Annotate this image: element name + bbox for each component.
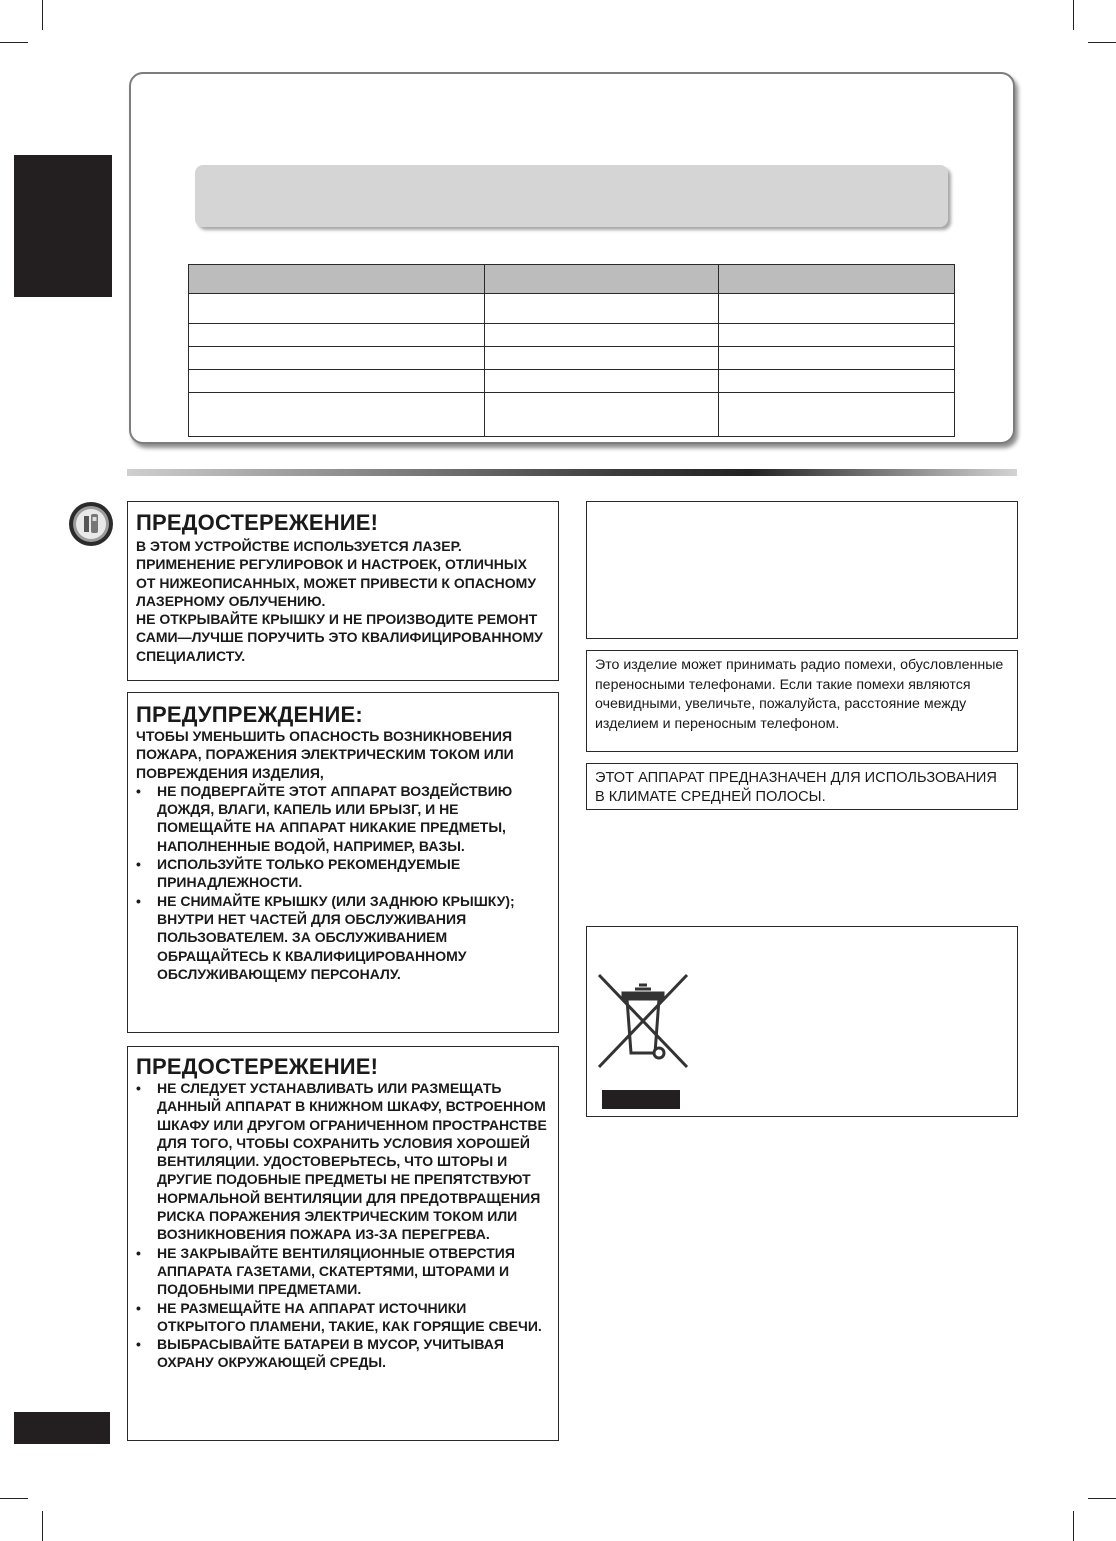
bin-underline-bar (602, 1090, 680, 1109)
list-item: • НЕ РАЗМЕЩАЙТЕ НА АППАРАТ ИСТОЧНИКИ ОТКРЫТОГО ПЛАМЕНИ, ТАКИЕ, КАК ГОРЯЩИЕ СВЕЧИ. (136, 1299, 542, 1334)
crop-mark (1073, 0, 1074, 30)
crop-mark (1088, 42, 1116, 43)
side-tab-bottom (14, 1412, 110, 1444)
table-row (189, 370, 955, 393)
climate-text: ЭТОТ АППАРАТ ПРЕДНАЗНАЧЕН ДЛЯ ИСПОЛЬЗОВАНИЯ В КЛИМАТЕ СРЕДНЕЙ ПОЛОСЫ. (595, 770, 997, 805)
crop-mark (1073, 1511, 1074, 1541)
table-row (189, 393, 955, 437)
side-tab-top (14, 155, 112, 297)
blank-notice-box (586, 501, 1018, 639)
warning-intro: ЧТОБЫ УМЕНЬШИТЬ ОПАСНОСТЬ ВОЗНИКНОВЕНИЯ ПОЖАРА, ПОРАЖЕНИЯ ЭЛЕКТРИЧЕСКИМ ТОКОМ ИЛИ ПОВРЕЖДЕНИЯ ИЗДЕЛИЯ, (136, 728, 514, 781)
climate-box (586, 763, 1018, 810)
section-divider (127, 469, 1017, 476)
table-row (189, 347, 955, 370)
table-row (189, 294, 955, 324)
laser-caution-box (127, 501, 559, 681)
bullet: • (136, 1080, 141, 1096)
crossed-bin-icon (595, 971, 691, 1071)
crop-mark (42, 1511, 43, 1541)
list-item: • ВЫБРАСЫВАЙТЕ БАТАРЕИ В МУСОР, УЧИТЫВАЯ ОХРАНУ ОКРУЖАЮЩЕЙ СРЕДЫ. (136, 1336, 504, 1371)
crop-mark (42, 0, 43, 30)
bullet: • (136, 1336, 141, 1353)
panel-banner (195, 165, 948, 227)
laser-caution-text-2: НЕ ОТКРЫВАЙТЕ КРЫШКУ И НЕ ПРОИЗВОДИТЕ РЕМОНТ САМИ—ЛУЧШЕ ПОРУЧИТЬ ЭТО КВАЛИФИЦИРОВАННОМУ СПЕЦИАЛИСТУ. (136, 611, 543, 664)
crop-mark (0, 1498, 28, 1499)
laser-caution-text: В ЭТОМ УСТРОЙСТВЕ ИСПОЛЬЗУЕТСЯ ЛАЗЕР. ПРИМЕНЕНИЕ РЕГУЛИРОВОК И НАСТРОЕК, ОТЛИЧНЫХ ОТ НИЖЕОПИСАННЫХ, МОЖЕТ ПРИВЕСТИ К ОПАСНОМУ ЛАЗЕРНОМУ ОБЛУЧЕНИЮ. (136, 538, 537, 609)
table-header-row (189, 265, 955, 294)
bullet: • (136, 1244, 141, 1261)
ventilation-caution-box (127, 1046, 559, 1441)
bullet: • (136, 782, 141, 799)
list-item: • ИСПОЛЬЗУЙТЕ ТОЛЬКО РЕКОМЕНДУЕМЫЕ ПРИНАДЛЕЖНОСТИ. (136, 856, 461, 891)
list-item: • НЕ СНИМАЙТЕ КРЫШКУ (ИЛИ ЗАДНЮЮ КРЫШКУ); ВНУТРИ НЕТ ЧАСТЕЙ ДЛЯ ОБСЛУЖИВАНИЯ ПОЛЬЗОВАТЕЛЕМ. ЗА ОБСЛУЖИВАНИЕМ ОБРАЩАЙТЕСЬ К КВАЛИФИЦИРОВАННОМУ ОБСЛУЖИВАЮЩЕМУ ПЕРСОНАЛУ. (136, 892, 515, 982)
crop-mark (0, 42, 28, 43)
device-info-icon (68, 501, 114, 547)
laser-caution-title: ПРЕДОСТЕРЕЖЕНИЕ! (136, 510, 379, 535)
bullet: • (136, 856, 141, 873)
list-item: • НЕ СЛЕДУЕТ УСТАНАВЛИВАТЬ ИЛИ РАЗМЕЩАТЬ ДАННЫЙ АППАРАТ В КНИЖНОМ ШКАФУ, ВСТРОЕННОМ ШКАФУ ИЛИ ДРУГОМ ОГРАНИЧЕННОМ ПРОСТРАНСТВЕ ДЛЯ ТОГО, ЧТОБЫ СОХРАНИТЬ УСЛОВИЯ ХОРОШЕЙ ВЕНТИЛЯЦИИ. УДОСТОВЕРЬТЕСЬ, ЧТО ШТОРЫ И ДРУГИЕ ПОДОБНЫЕ ПРЕДМЕТЫ НЕ ПРЕПЯТСТВУЮТ НОРМАЛЬНОЙ ВЕНТИЛЯЦИИ ДЛЯ ПРЕДОТВРАЩЕНИЯ РИСКА ПОРАЖЕНИЯ ЭЛЕКТРИЧЕСКИМ ТОКОМ ИЛИ ВОЗНИКНОВЕНИЯ ПОЖАРА ИЗ-ЗА ПЕРЕГРЕВА. (136, 1080, 547, 1243)
crop-mark (1088, 1498, 1116, 1499)
radio-interference-box (586, 650, 1018, 752)
list-item: • НЕ ЗАКРЫВАЙТЕ ВЕНТИЛЯЦИОННЫЕ ОТВЕРСТИЯ АППАРАТА ГАЗЕТАМИ, СКАТЕРТЯМИ, ШТОРАМИ И ПОДОБНЫМИ ПРЕДМЕТАМИ. (136, 1244, 515, 1298)
bullet: • (136, 1299, 141, 1316)
warning-box (127, 692, 559, 1033)
warning-title: ПРЕДУПРЕЖДЕНИЕ: (136, 702, 363, 727)
disposal-box (586, 926, 1018, 1117)
table-row (189, 324, 955, 347)
ventilation-caution-title: ПРЕДОСТЕРЕЖЕНИЕ! (136, 1054, 379, 1079)
radio-interference-text: Это изделие может принимать радио помехи, обусловленные переносными телефонами. Если такие помехи являются очевидными, увеличьте, пожалуйста, расстояние между изделием и переносным телефоном. (595, 657, 1004, 732)
list-item: • НЕ ПОДВЕРГАЙТЕ ЭТОТ АППАРАТ ВОЗДЕЙСТВИЮ ДОЖДЯ, ВЛАГИ, КАПЕЛЬ ИЛИ БРЫЗГ, И НЕ ПОМЕЩАЙТЕ НА АППАРАТ НИКАКИЕ ПРЕДМЕТЫ, НАПОЛНЕННЫЕ ВОДОЙ, НАПРИМЕР, ВАЗЫ. (136, 782, 513, 854)
bullet: • (136, 892, 141, 909)
spec-table (188, 264, 955, 437)
